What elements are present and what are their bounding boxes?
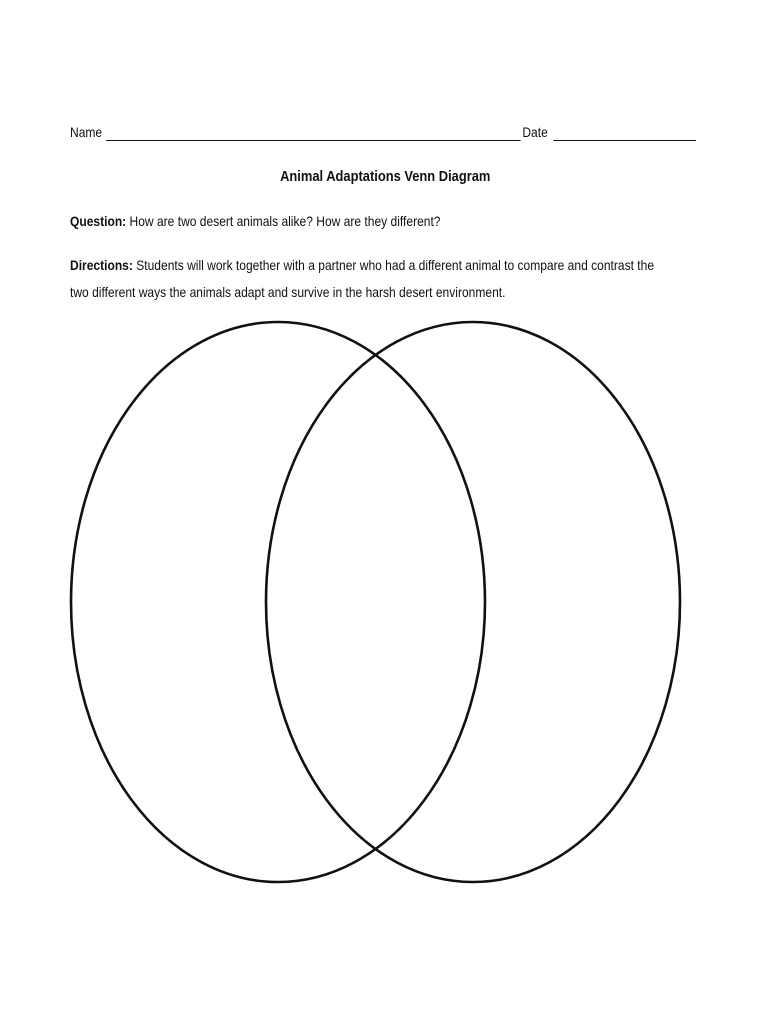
question-paragraph xyxy=(70,208,672,235)
question-text: How are two desert animals alike? How are they different? xyxy=(129,213,441,229)
venn-right-circle xyxy=(266,322,680,882)
date-field-line[interactable] xyxy=(553,140,696,141)
venn-left-circle xyxy=(71,322,485,882)
directions-label: Directions: xyxy=(70,257,133,273)
worksheet-title-text: Animal Adaptations Venn Diagram xyxy=(279,168,491,185)
name-label: Name xyxy=(70,124,103,140)
worksheet-title xyxy=(0,168,770,185)
header-fields xyxy=(70,124,607,144)
question-label: Question: xyxy=(70,213,127,229)
name-field-line[interactable] xyxy=(106,140,521,141)
directions-text: Students will work together with a partner who had a different animal to compare and contrast the two different ways the animals adapt and survive in the harsh desert environment. xyxy=(70,257,655,300)
date-label: Date xyxy=(522,124,548,140)
directions-paragraph xyxy=(70,252,672,306)
